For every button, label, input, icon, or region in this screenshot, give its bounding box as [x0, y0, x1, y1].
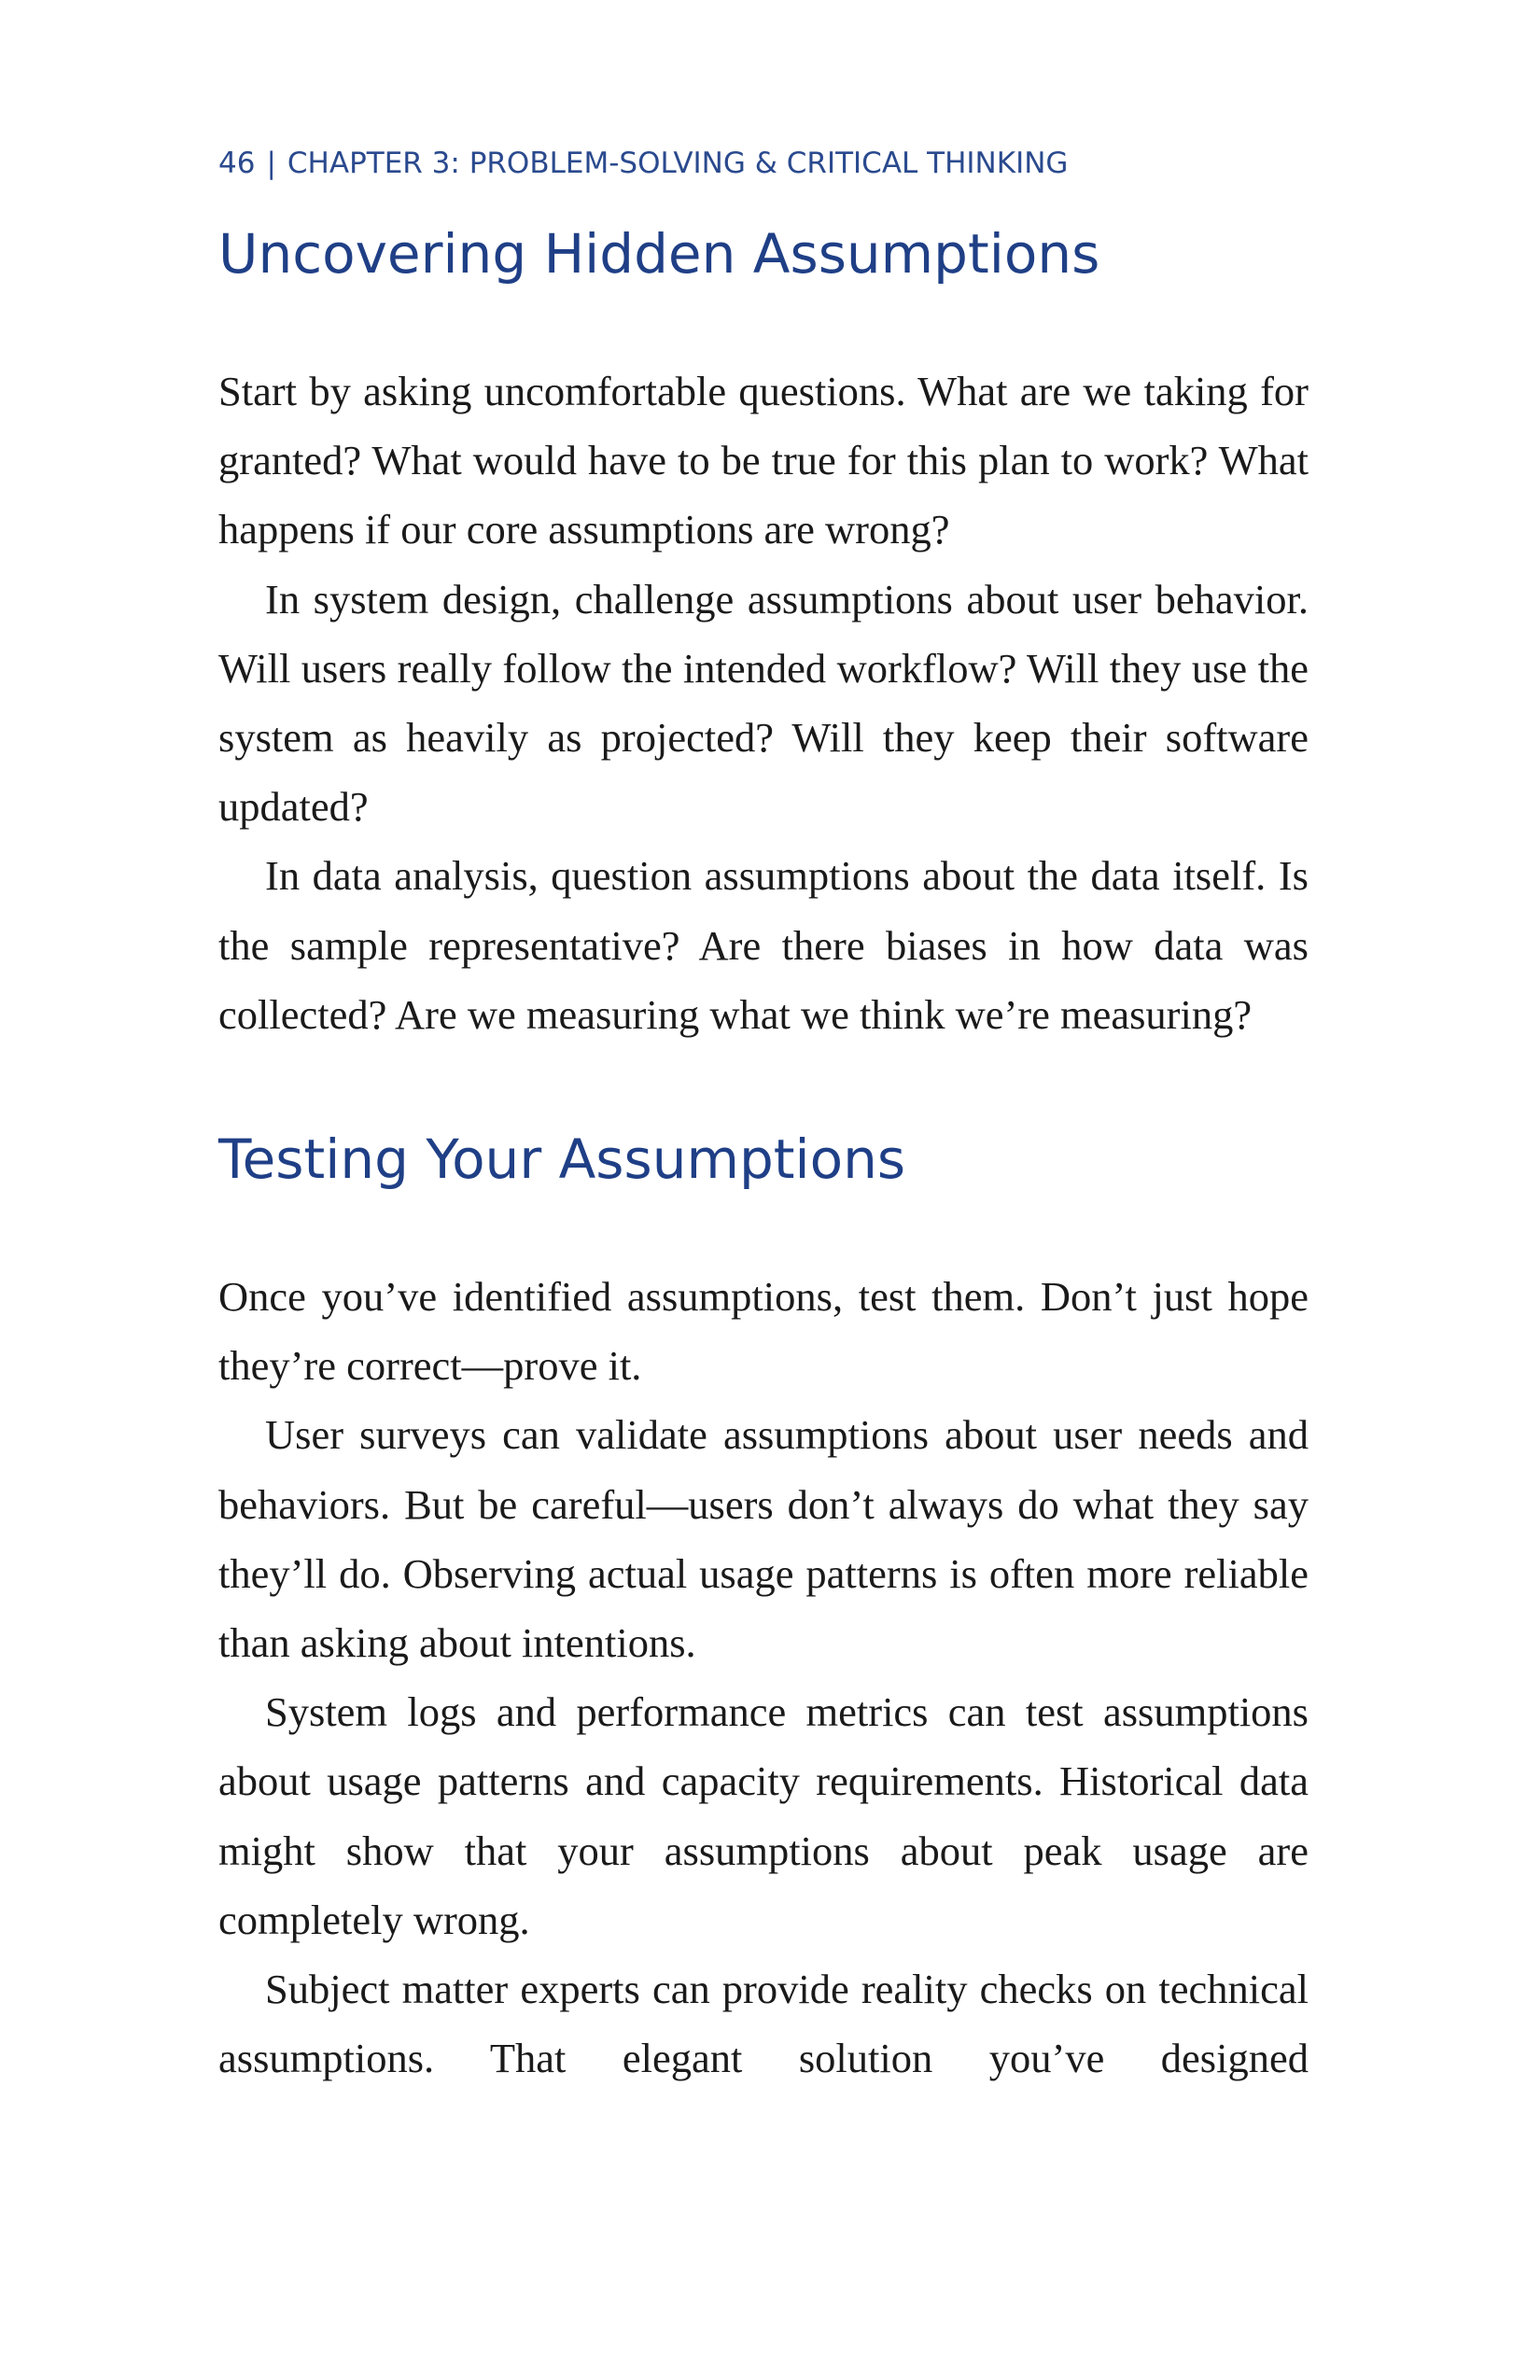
running-head — [218, 147, 1068, 180]
paragraph: In system design, challenge assumptions about user behavior. Will users really follow the intended workflow? Will they use the system as heavily as projected? Will they keep their software updated? — [218, 575, 1309, 831]
chapter-title: CHAPTER 3: PROBLEM-SOLVING & CRITICAL THINKING — [287, 147, 1069, 180]
paragraph: System logs and performance metrics can test assumptions about usage patterns and capacity requirements. Historical data might show that your assumptions about peak usage are completely wrong. — [218, 1688, 1309, 1943]
section-heading-testing: Testing Your Assumptions — [218, 1127, 906, 1191]
paragraph: In data analysis, question assumptions about the data itself. Is the sample representative? Are there biases in how data was collected? Are we measuring what we think we’re measuring? — [218, 852, 1309, 1038]
paragraph: Start by asking uncomfortable questions. What are we taking for granted? What would have to be true for this plan to work? What happens if our core assumptions are wrong? — [218, 368, 1309, 553]
paragraph: User surveys can validate assumptions about user needs and behaviors. But be careful—users don’t always do what they say they’ll do. Observing actual usage patterns is often more reliable than asking about intentions. — [218, 1411, 1309, 1667]
section-body-testing — [218, 1262, 1309, 2093]
paragraph: Subject matter experts can provide reality checks on technical assumptions. That elegant solution you’ve designed — [218, 1966, 1309, 2082]
running-head-separator: | — [266, 147, 276, 180]
page-number: 46 — [218, 147, 256, 180]
paragraph: Once you’ve identified assumptions, test them. Don’t just hope they’re correct—prove it. — [218, 1273, 1309, 1390]
section-heading-uncovering: Uncovering Hidden Assumptions — [218, 222, 1100, 286]
section-body-uncovering — [218, 357, 1309, 1049]
